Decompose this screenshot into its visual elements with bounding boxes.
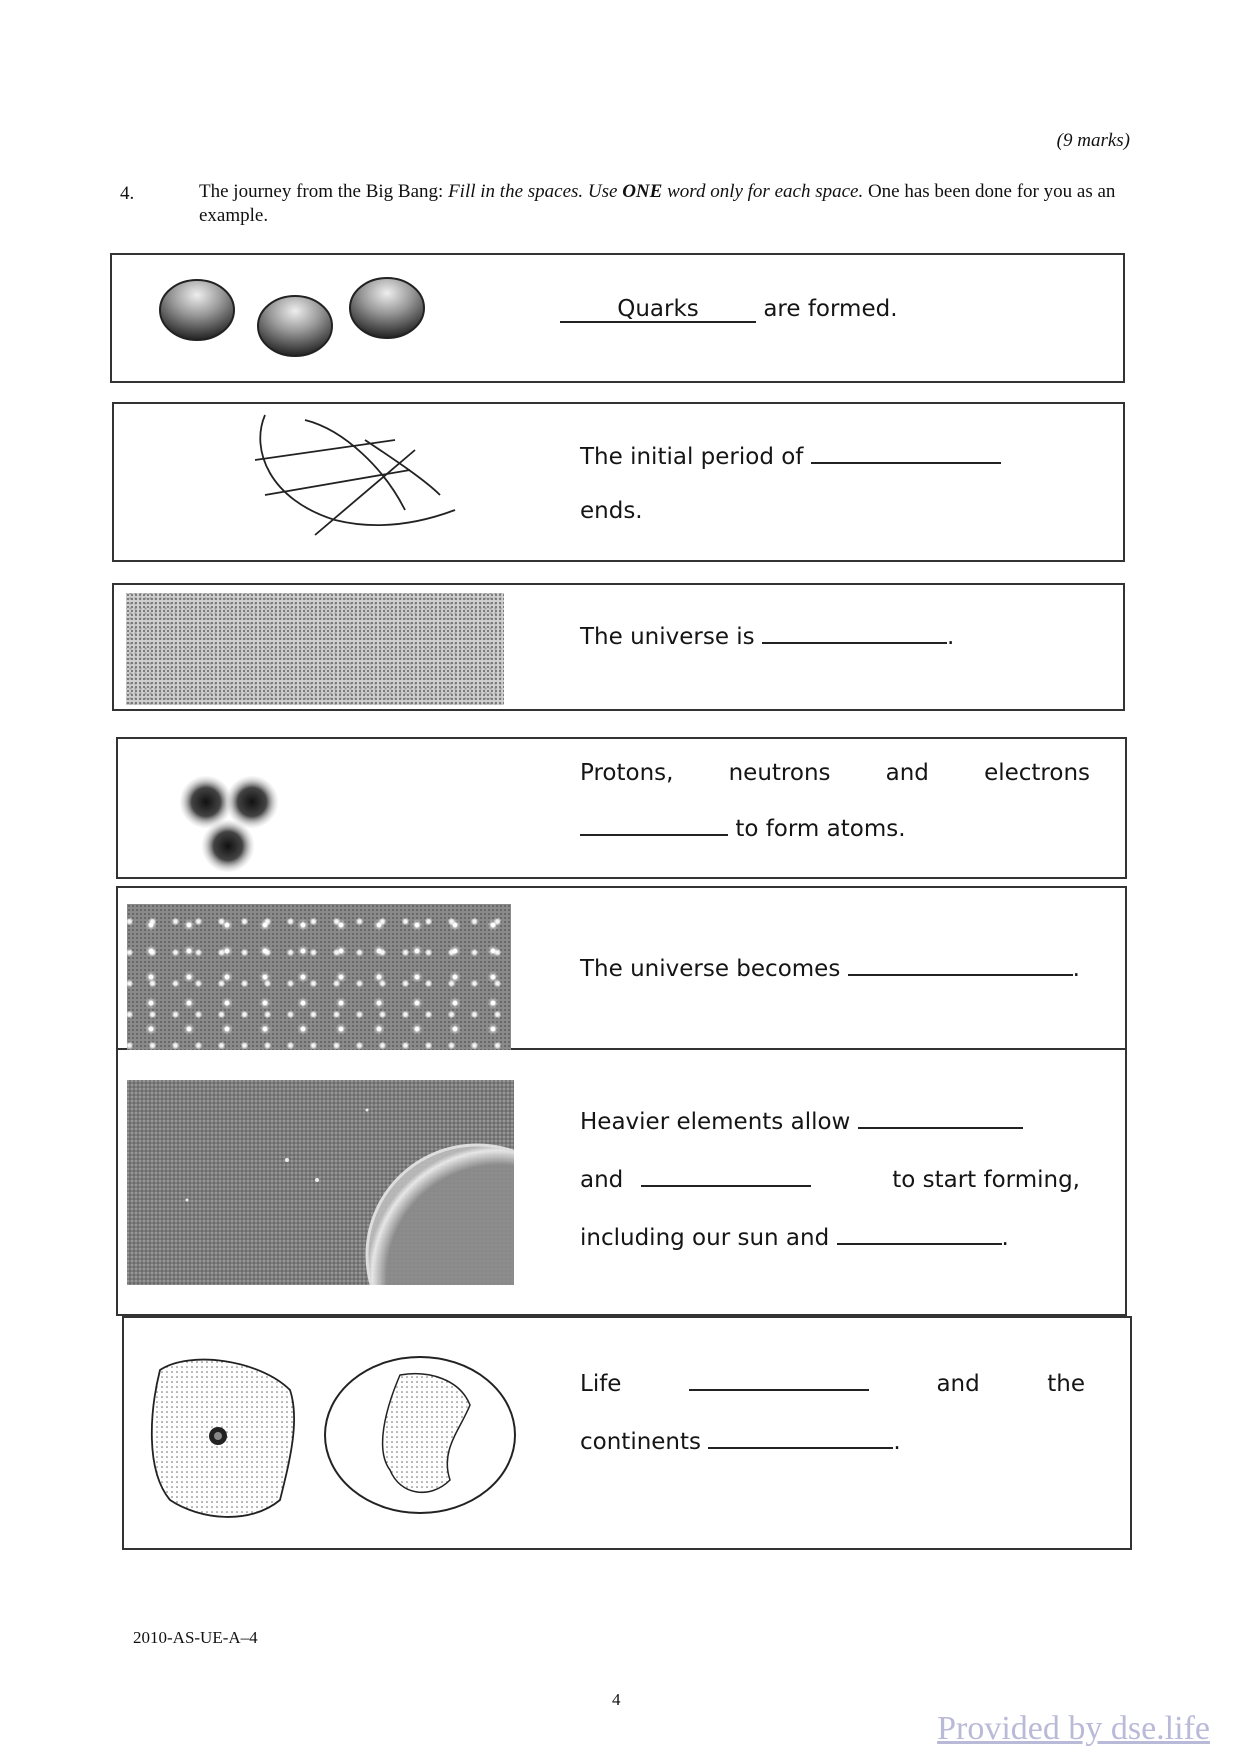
protons-word-1: Protons, — [580, 760, 674, 786]
initial-line1: The initial period of — [580, 444, 804, 470]
quarks-after: are formed. — [763, 296, 898, 322]
protons-word-2: neutrons — [728, 760, 831, 786]
heavier-line3: including our sun and — [580, 1225, 830, 1251]
life-line1a: Life — [580, 1371, 622, 1397]
heavier-blank-1[interactable] — [858, 1105, 1023, 1129]
universe-is-before: The universe is — [580, 624, 755, 650]
heavier-line3-after: . — [1001, 1225, 1009, 1251]
protons-word-3: and — [885, 760, 929, 786]
quarks-example-answer: Quarks — [560, 299, 756, 323]
row-quarks-text — [560, 296, 1080, 323]
heavier-line1: Heavier elements allow — [580, 1109, 851, 1135]
universe-becomes-blank[interactable] — [848, 952, 1073, 976]
life-line2: continents — [580, 1429, 702, 1455]
page-number: 4 — [612, 1690, 621, 1709]
heavier-line2a: and — [580, 1167, 624, 1193]
marks-label: (9 marks) — [1056, 130, 1130, 151]
question-tail: One has been done for you as an example. — [199, 181, 1116, 226]
row-life-text — [580, 1367, 1085, 1455]
heavier-line2b: to start forming, — [892, 1167, 1080, 1193]
initial-period-blank[interactable] — [811, 440, 1001, 464]
heavier-blank-3[interactable] — [837, 1221, 1002, 1245]
row-universe-becomes-text — [580, 952, 1100, 982]
watermark-link[interactable]: Provided by dse.life — [937, 1710, 1210, 1747]
universe-becomes-after: . — [1072, 956, 1080, 982]
star-field-image — [127, 904, 511, 1050]
planet-formation-image — [127, 1080, 514, 1285]
row-protons-text — [580, 760, 1090, 842]
universe-is-after: . — [946, 624, 955, 650]
protons-word-4: electrons — [984, 760, 1090, 786]
life-blank-2[interactable] — [708, 1425, 893, 1449]
noise-texture-image — [126, 593, 504, 705]
question-instruction-1: Fill in the spaces. Use — [448, 181, 618, 202]
row-universe-is-text — [580, 620, 1100, 650]
heavier-blank-2[interactable] — [641, 1163, 811, 1187]
universe-becomes-before: The universe becomes — [580, 956, 841, 982]
question-instruction-2: word only for each space. — [667, 181, 864, 202]
question-number: 4. — [120, 183, 135, 204]
question-intro: The journey from the Big Bang: — [199, 181, 444, 202]
question-instruction-bold: ONE — [622, 181, 663, 202]
expanding-lines-image — [245, 410, 465, 540]
life-line2-after: . — [893, 1429, 901, 1455]
life-blank-1[interactable] — [689, 1367, 869, 1391]
life-line1b: and — [936, 1371, 980, 1397]
protons-blank[interactable] — [580, 812, 728, 836]
protons-line2: to form atoms. — [735, 816, 906, 842]
row-heavier-text — [580, 1105, 1080, 1251]
universe-is-blank[interactable] — [762, 620, 947, 644]
initial-line2: ends. — [580, 498, 643, 524]
question-text — [199, 180, 1134, 228]
quark-spheres-image — [155, 270, 455, 365]
earth-continents-image — [140, 1350, 520, 1530]
row-initial-text — [580, 440, 1100, 524]
life-line1c: the — [1047, 1371, 1085, 1397]
particles-image — [170, 770, 290, 880]
paper-code: 2010-AS-UE-A–4 — [133, 1628, 258, 1647]
